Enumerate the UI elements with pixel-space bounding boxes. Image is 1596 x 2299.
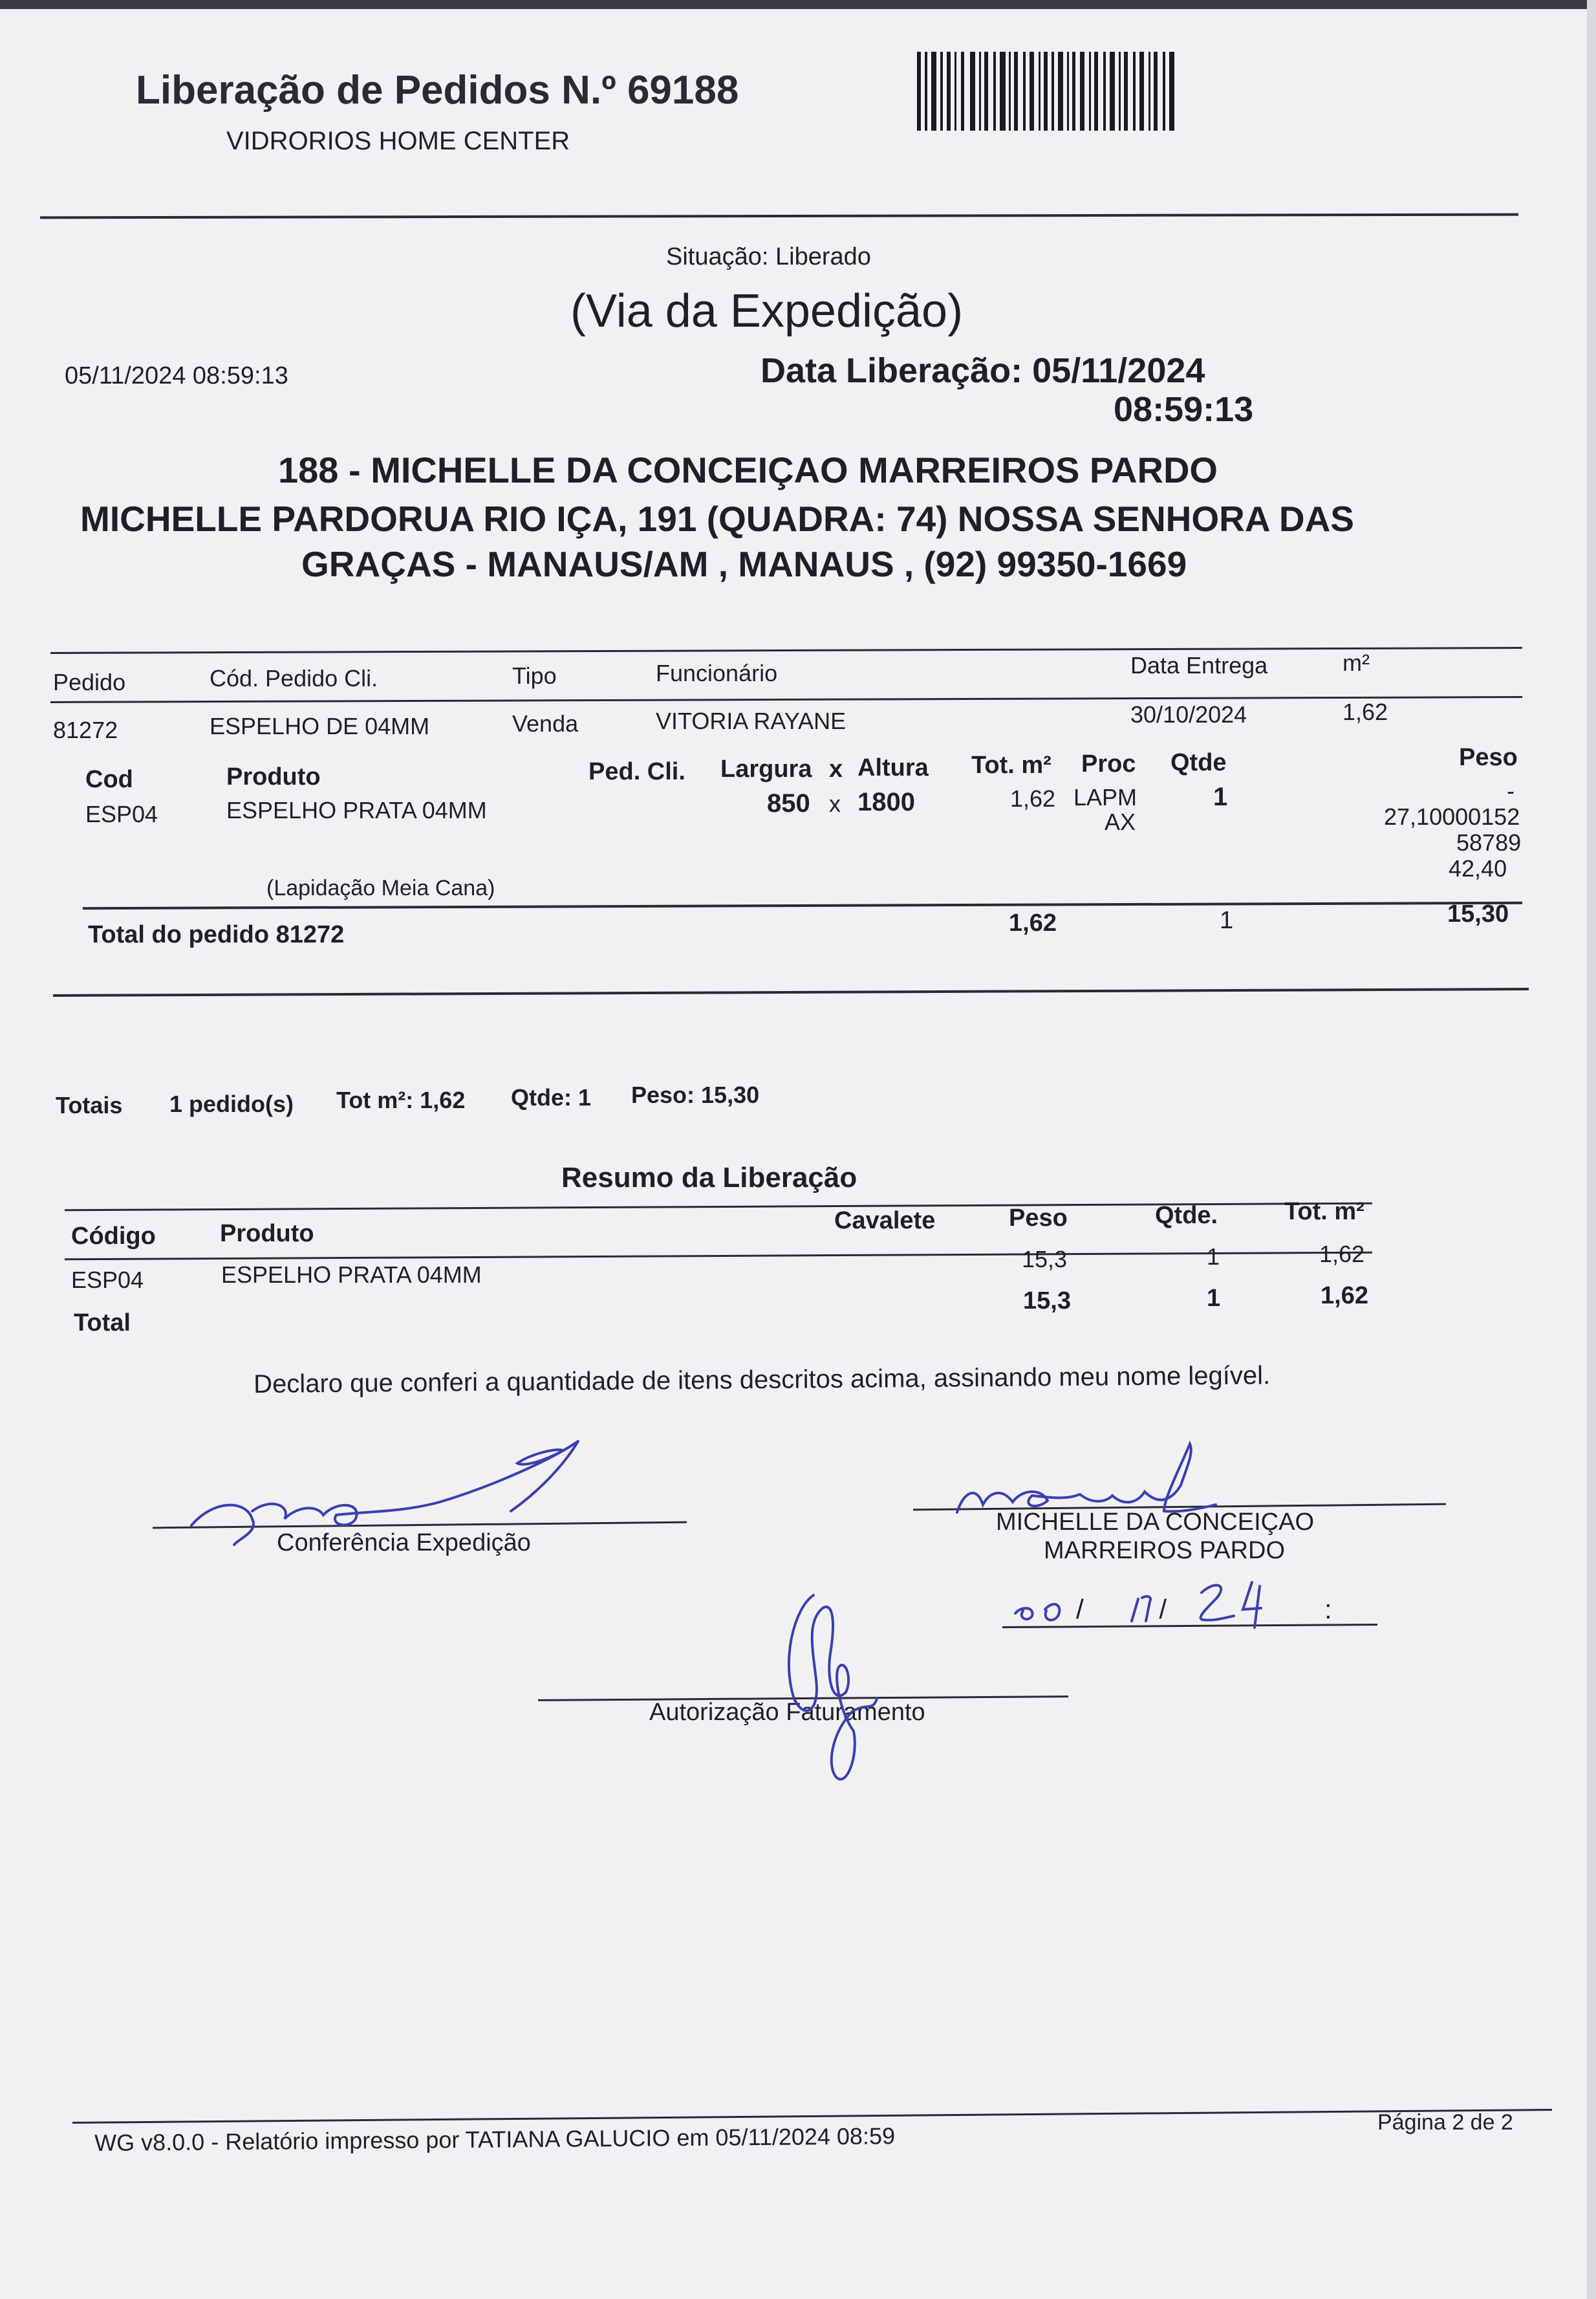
order-header-underline	[50, 696, 1522, 703]
item-proc-line2: AX	[1105, 809, 1136, 835]
item-note: (Lapidação Meia Cana)	[266, 876, 495, 900]
client-address-line1: MICHELLE PARDORUA RIO IÇA, 191 (QUADRA: 74) NOSSA SENHORA DAS	[80, 499, 1354, 539]
item-largura: 850	[767, 789, 810, 818]
item-header-cod: Cod	[85, 766, 133, 793]
summary-cell-produto: ESPELHO PRATA 04MM	[221, 1261, 482, 1288]
signature-autorizacao-icon	[768, 1582, 885, 1789]
summary-header-underline	[65, 1252, 1372, 1261]
totals-qtde: Qtde: 1	[511, 1084, 592, 1111]
summary-header-produto: Produto	[220, 1220, 314, 1247]
date-field-slashes: / /	[1076, 1594, 1167, 1624]
footer-divider	[72, 2109, 1552, 2124]
item-header-qtde: Qtde	[1170, 749, 1227, 776]
summary-header-codigo: Código	[71, 1223, 156, 1250]
item-produto: ESPELHO PRATA 04MM	[226, 797, 487, 823]
summary-cell-tot-m2: 1,62	[1319, 1241, 1365, 1267]
cell-cod-pedido-cli: ESPELHO DE 04MM	[210, 713, 430, 739]
totals-label: Totais	[56, 1092, 123, 1118]
order-table-top-line	[50, 647, 1522, 654]
footer-printed-by: WG v8.0.0 - Relatório impresso por TATIANA GALUCIO em 05/11/2024 08:59	[94, 2122, 896, 2156]
summary-cell-peso: 15,3	[1022, 1246, 1068, 1272]
scan-right-edge	[1587, 0, 1596, 2299]
signature-conferencia-icon	[188, 1435, 640, 1551]
order-total-qtde: 1	[1220, 907, 1234, 934]
summary-header-tot-m2: Tot. m²	[1284, 1198, 1364, 1225]
totals-pedidos: 1 pedido(s)	[169, 1091, 294, 1117]
col-header-funcionario: Funcionário	[656, 660, 778, 686]
summary-total-label: Total	[74, 1309, 131, 1336]
barcode-icon	[917, 52, 1176, 131]
summary-title: Resumo da Liberação	[561, 1162, 857, 1193]
declaration-text: Declaro que conferi a quantidade de itens descritos acima, assinando meu nome legível.	[253, 1361, 1271, 1399]
item-peso-line4: 42,40	[1449, 855, 1507, 882]
item-header-ped-cli: Ped. Cli.	[588, 758, 685, 785]
item-cod: ESP04	[85, 801, 158, 827]
summary-header-qtde: Qtde.	[1155, 1202, 1218, 1229]
order-total-label: Total do pedido 81272	[88, 921, 345, 948]
col-header-data-entrega: Data Entrega	[1130, 652, 1268, 679]
cell-pedido: 81272	[53, 717, 118, 743]
order-total-m2: 1,62	[1009, 910, 1057, 937]
release-time: 08:59:13	[1114, 390, 1254, 429]
item-header-peso: Peso	[1459, 744, 1518, 771]
item-header-proc: Proc	[1081, 750, 1136, 778]
client-address-line2: GRAÇAS - MANAUS/AM , MANAUS , (92) 99350-1669	[301, 544, 1187, 584]
col-header-cod-pedido-cli: Cód. Pedido Cli.	[210, 665, 378, 692]
totals-tot-m2: Tot m²: 1,62	[336, 1087, 466, 1113]
item-tot-m2: 1,62	[1010, 785, 1056, 812]
item-header-tot-m2: Tot. m²	[971, 752, 1051, 779]
summary-cell-qtde: 1	[1207, 1243, 1220, 1270]
company-name: VIDRORIOS HOME CENTER	[226, 127, 570, 155]
signature-client-icon	[951, 1440, 1222, 1524]
summary-total-peso: 15,3	[1023, 1287, 1071, 1314]
cell-funcionario: VITORIA RAYANE	[656, 708, 847, 734]
item-header-x: x	[829, 756, 843, 783]
totals-peso: Peso: 15,30	[631, 1082, 760, 1108]
col-header-tipo: Tipo	[512, 662, 557, 689]
footer-page-number: Página 2 de 2	[1377, 2110, 1513, 2135]
time-field-colon: :	[1324, 1594, 1332, 1624]
item-x: x	[829, 790, 841, 817]
order-total-peso: 15,30	[1447, 900, 1509, 928]
col-header-pedido: Pedido	[53, 669, 126, 695]
item-qtde: 1	[1213, 783, 1228, 811]
summary-cell-codigo: ESP04	[71, 1267, 144, 1293]
cell-tipo: Venda	[512, 710, 579, 737]
handwritten-date-icon	[1009, 1573, 1280, 1631]
label-conferencia-expedicao: Conferência Expedição	[277, 1529, 531, 1556]
item-peso-line2: 27,10000152	[1384, 803, 1520, 830]
item-header-produto: Produto	[226, 763, 321, 790]
item-peso-line3: 58789	[1456, 829, 1522, 856]
item-altura: 1800	[857, 788, 915, 816]
summary-header-peso: Peso	[1009, 1204, 1068, 1232]
order-total-line	[83, 902, 1522, 910]
status-text: Situação: Liberado	[666, 243, 871, 270]
header-divider	[40, 213, 1518, 219]
cell-m2: 1,62	[1343, 699, 1388, 725]
summary-total-qtde: 1	[1207, 1285, 1221, 1312]
item-proc-line1: LAPM	[1073, 784, 1138, 811]
label-autorizacao-faturamento: Autorização Faturamento	[649, 1699, 925, 1726]
cell-data-entrega: 30/10/2024	[1130, 701, 1247, 728]
item-header-largura: Largura	[720, 756, 812, 783]
col-header-m2: m²	[1343, 649, 1370, 676]
summary-header-cavalete: Cavalete	[834, 1207, 936, 1234]
summary-total-tot-m2: 1,62	[1321, 1282, 1368, 1309]
label-client-signature-line2: MARREIROS PARDO	[1044, 1537, 1286, 1564]
item-header-altura: Altura	[857, 754, 929, 781]
release-date: Data Liberação: 05/11/2024	[760, 351, 1205, 390]
document-title: Liberação de Pedidos N.º 69188	[136, 68, 739, 113]
print-datetime: 05/11/2024 08:59:13	[65, 362, 288, 389]
client-name: 188 - MICHELLE DA CONCEIÇAO MARREIROS PARDO	[278, 450, 1218, 490]
order-table-bottom-line	[53, 988, 1529, 997]
scan-top-edge	[0, 0, 1596, 9]
label-client-signature-line1: MICHELLE DA CONCEIÇAO	[996, 1509, 1314, 1536]
copy-label: (Via da Expedição)	[570, 285, 964, 337]
item-peso-line1: -	[1507, 778, 1515, 804]
